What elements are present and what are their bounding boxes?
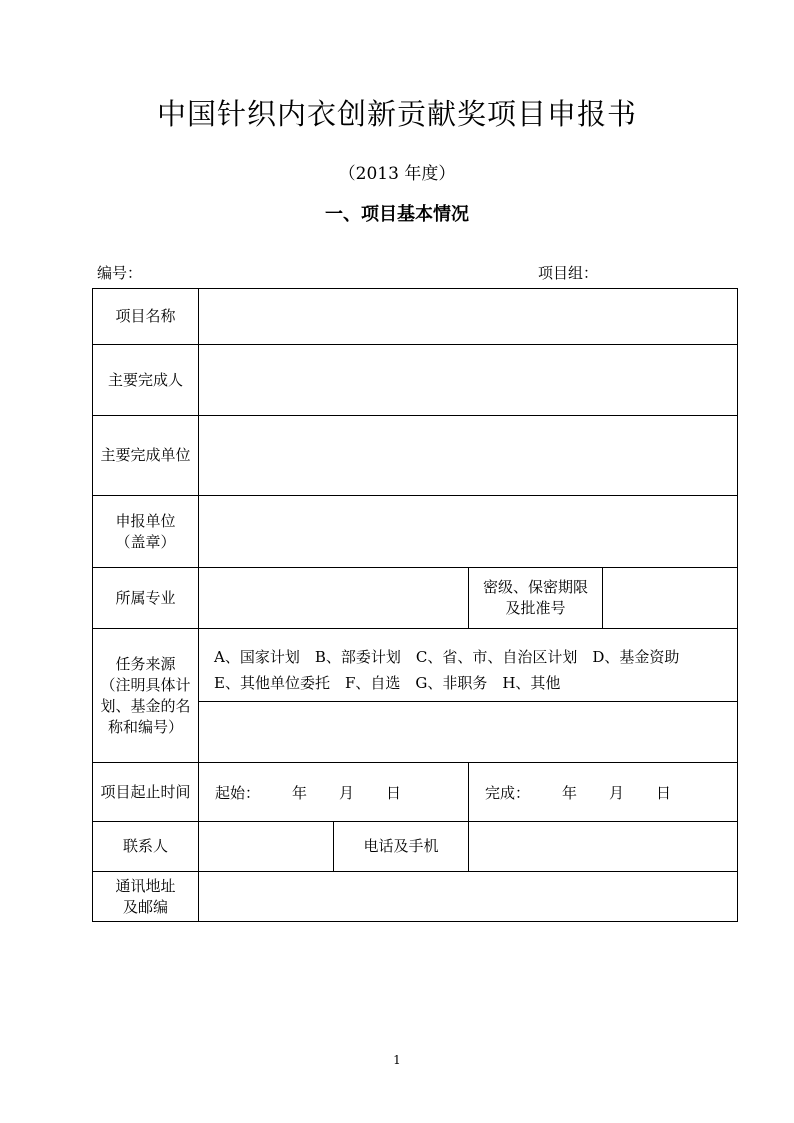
contact-field[interactable]: [199, 822, 334, 872]
period-label: 项目起止时间: [93, 763, 199, 822]
finish-date-field[interactable]: [469, 763, 738, 822]
declaring-unit-label: [93, 496, 199, 568]
main-units-label: 主要完成单位: [93, 416, 199, 496]
task-options-line2: E、其他单位委托 F、自选 G、非职务 H、其他: [214, 674, 561, 692]
finish-month: 月: [609, 783, 625, 802]
group-label: 项目组：: [538, 264, 599, 282]
declaring-unit-field[interactable]: [199, 496, 738, 568]
task-options-line1: A、国家计划 B、部委计划 C、省、市、自治区计划 D、基金资助: [214, 648, 680, 666]
project-name-label: 项目名称: [93, 289, 199, 345]
task-source-line3: 划、基金的名: [100, 696, 191, 715]
phone-field[interactable]: [469, 822, 738, 872]
task-source-options: [199, 629, 738, 702]
specialty-field[interactable]: [199, 568, 469, 629]
contact-label: 联系人: [93, 822, 199, 872]
phone-label: 电话及手机: [334, 822, 469, 872]
start-year: 年: [292, 783, 308, 802]
row-main-units: [93, 416, 738, 496]
secrecy-line1: 密级、保密期限: [482, 578, 588, 596]
address-line2: 及邮编: [122, 897, 168, 916]
main-completers-label: 主要完成人: [93, 345, 199, 416]
finish-label: 完成：: [485, 783, 531, 802]
page-number: 1: [393, 1053, 401, 1067]
declaring-unit-line2: （盖章）: [115, 532, 176, 551]
start-day: 日: [386, 783, 402, 802]
address-label: [93, 872, 199, 922]
secrecy-label: [469, 568, 603, 629]
project-name-field[interactable]: [199, 289, 738, 345]
row-project-name: [93, 289, 738, 345]
task-source-line1: 任务来源: [115, 654, 176, 673]
row-task-source-options: [93, 629, 738, 702]
finish-year: 年: [562, 783, 578, 802]
start-label: 起始：: [215, 783, 261, 802]
number-label: 编号：: [97, 264, 143, 282]
start-date-field[interactable]: [199, 763, 469, 822]
document-title: 中国针织内衣创新贡献奖项目申报书: [156, 97, 637, 131]
row-address: [93, 872, 738, 922]
application-form-table: [92, 288, 738, 922]
main-completers-field[interactable]: [199, 345, 738, 416]
task-source-line2: （注明具体计: [100, 675, 191, 694]
document-year: （2013 年度）: [338, 164, 456, 184]
secrecy-line2: 及批准号: [505, 599, 566, 617]
specialty-label: 所属专业: [93, 568, 199, 629]
row-project-period: [93, 763, 738, 822]
secrecy-field[interactable]: [603, 568, 738, 629]
declaring-unit-line1: 申报单位: [115, 511, 176, 530]
row-contact: [93, 822, 738, 872]
finish-day: 日: [656, 783, 672, 802]
row-specialty: [93, 568, 738, 629]
section-title: 一、项目基本情况: [325, 204, 469, 225]
address-field[interactable]: [199, 872, 738, 922]
start-month: 月: [339, 783, 355, 802]
row-main-completers: [93, 345, 738, 416]
task-source-detail-field[interactable]: [199, 702, 738, 763]
main-units-field[interactable]: [199, 416, 738, 496]
task-source-line4: 称和编号）: [107, 717, 183, 736]
task-source-label: [93, 629, 199, 763]
row-declaring-unit: [93, 496, 738, 568]
address-line1: 通讯地址: [115, 876, 176, 895]
